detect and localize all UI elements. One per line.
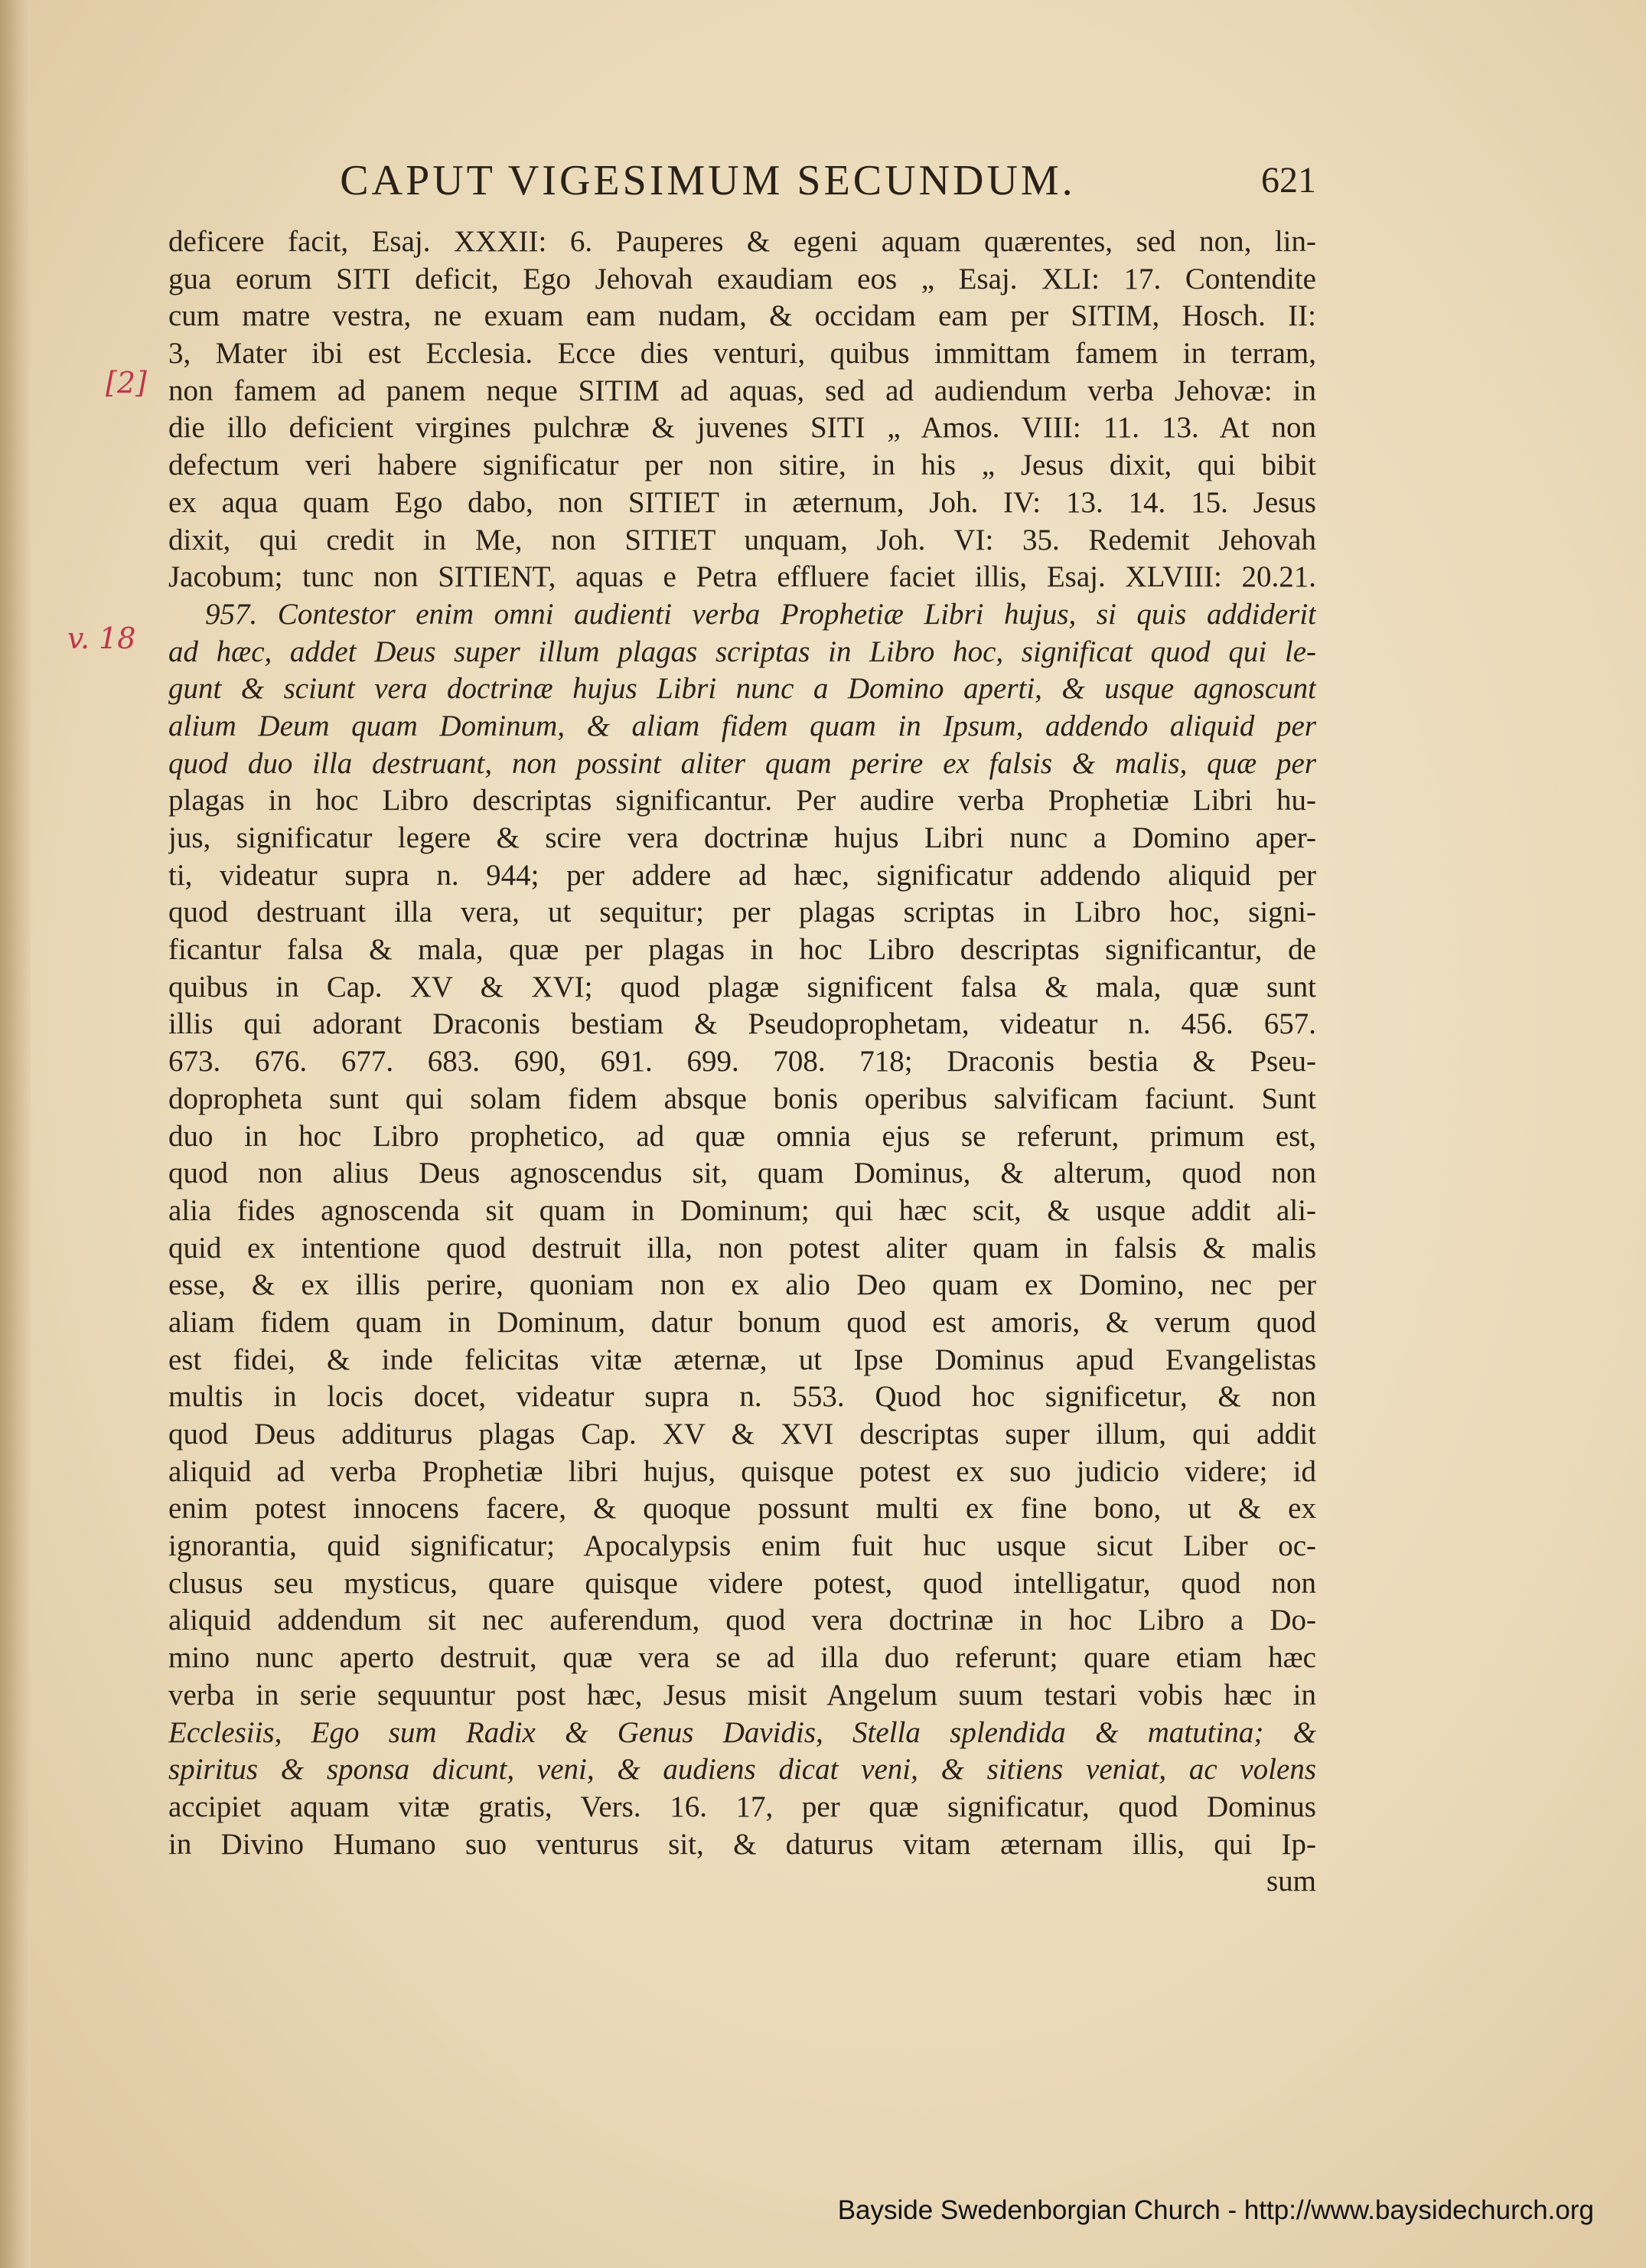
text-line: clusus seu mysticus, quare quisque videre potest, quod intelligatur, quod non <box>168 1566 1316 1600</box>
text-line: dopropheta sunt qui solam fidem absque bonis operibus salvificam faciunt. Sunt <box>168 1082 1316 1115</box>
body-text <box>168 224 1316 1901</box>
text-line: ex aqua quam Ego dabo, non SITIET in æternum, Joh. IV: 13. 14. 15. Jesus <box>168 485 1316 519</box>
text-line: ti, videatur supra n. 944; per addere ad hæc, significatur addendo aliquid per <box>168 858 1316 892</box>
text-line: gunt & sciunt vera doctrinæ hujus Libri nunc a Domino aperti, & usque agnoscunt <box>168 672 1316 706</box>
text-line: quibus in Cap. XV & XVI; quod plagæ significent falsa & mala, quæ sunt <box>168 970 1316 1003</box>
text-line: deficere facit, Esaj. XXXII: 6. Pauperes & egeni aquam quærentes, sed non, lin- <box>168 225 1316 258</box>
text-line: quod destruant illa vera, ut sequitur; per plagas scriptas in Libro hoc, signi- <box>168 896 1316 929</box>
page-number: 621 <box>1261 160 1316 201</box>
text-line: esse, & ex illis perire, quoniam non ex alio Deo quam ex Domino, nec per <box>168 1268 1316 1302</box>
text-line: quod Deus additurus plagas Cap. XV & XVI descriptas super illum, qui addit <box>168 1418 1316 1451</box>
catchword: sum <box>1266 1865 1316 1898</box>
text-line-paragraph-957: 957. Contestor enim omni audienti verba Prophetiæ Libri hujus, si quis addiderit <box>205 597 1316 631</box>
text-line: Jacobum; tunc non SITIENT, aquas e Petra effluere faciet illis, Esaj. XLVIII: 20.21. <box>168 560 1316 594</box>
text-line: ignorantia, quid significatur; Apocalypsis enim fuit huc usque sicut Liber oc- <box>168 1529 1316 1563</box>
text-line: multis in locis docet, videatur supra n. 553. Quod hoc significetur, & non <box>168 1380 1316 1414</box>
text-line: accipiet aquam vitæ gratis, Vers. 16. 17, per quæ significatur, quod Dominus <box>168 1790 1316 1823</box>
text-line: ad hæc, addet Deus super illum plagas scriptas in Libro hoc, significat quod qui le- <box>168 635 1316 668</box>
text-line: quid ex intentione quod destruit illa, non potest aliter quam in falsis & malis <box>168 1231 1316 1265</box>
text-line: defectum veri habere significatur per non sitire, in his „ Jesus dixit, qui bibit <box>168 449 1316 482</box>
text-line: quod duo illa destruant, non possint aliter quam perire ex falsis & malis, quæ per <box>168 746 1316 780</box>
text-line: cum matre vestra, ne exuam eam nudam, & occidam eam per SITIM, Hosch. II: <box>168 299 1316 333</box>
binding-gutter <box>0 0 31 2268</box>
text-line: aliquid ad verba Prophetiæ libri hujus, quisque potest ex suo judicio videre; id <box>168 1454 1316 1488</box>
text-line: illis qui adorant Draconis bestiam & Pseudoprophetam, videatur n. 456. 657. <box>168 1007 1316 1041</box>
text-line: 3, Mater ibi est Ecclesia. Ecce dies venturi, quibus immittam famem in terram, <box>168 337 1316 370</box>
text-line: spiritus & sponsa dicunt, veni, & audiens dicat veni, & sitiens veniat, ac volens <box>168 1753 1316 1787</box>
text-line: est fidei, & inde felicitas vitæ æternæ, ut Ipse Dominus apud Evangelistas <box>168 1343 1316 1376</box>
text-line: dixit, qui credit in Me, non SITIET unquam, Joh. VI: 35. Redemit Jehovah <box>168 523 1316 556</box>
text-line: quod non alius Deus agnoscendus sit, quam Dominus, & alterum, quod non <box>168 1157 1316 1190</box>
text-line: duo in hoc Libro prophetico, ad quæ omnia ejus se referunt, primum est, <box>168 1119 1316 1153</box>
text-line: alia fides agnoscenda sit quam in Dominum; qui hæc scit, & usque addit ali- <box>168 1193 1316 1227</box>
text-line: gua eorum SITI deficit, Ego Jehovah exaudiam eos „ Esaj. XLI: 17. Contendite <box>168 262 1316 295</box>
text-line: jus, significatur legere & scire vera doctrinæ hujus Libri nunc a Domino aper- <box>168 821 1316 854</box>
margin-note-verse: v. 18 <box>67 622 136 655</box>
text-line: verba in serie sequuntur post hæc, Jesus misit Angelum suum testari vobis hæc in <box>168 1678 1316 1712</box>
text-line: 673. 676. 677. 683. 690, 691. 699. 708. 718; Draconis bestia & Pseu- <box>168 1045 1316 1079</box>
text-line: alium Deum quam Dominum, & aliam fidem quam in Ipsum, addendo aliquid per <box>168 709 1316 742</box>
text-line: aliquid addendum sit nec auferendum, quod vera doctrinæ in hoc Libro a Do- <box>168 1604 1316 1637</box>
text-line: plagas in hoc Libro descriptas significantur. Per audire verba Prophetiæ Libri hu- <box>168 784 1316 817</box>
text-line: enim potest innocens facere, & quoque possunt multi ex fine bono, ut & ex <box>168 1492 1316 1526</box>
text-line: Ecclesiis, Ego sum Radix & Genus Davidis, Stella splendida & matutina; & <box>168 1715 1316 1749</box>
text-line: non famem ad panem neque SITIM ad aquas, sed ad audiendum verba Jehovæ: in <box>168 374 1316 407</box>
text-line: die illo deficient virgines pulchræ & juvenes SITI „ Amos. VIII: 11. 13. At non <box>168 411 1316 445</box>
text-line: ficantur falsa & mala, quæ per plagas in hoc Libro descriptas significantur, de <box>168 933 1316 967</box>
running-title: CAPUT VIGESIMUM SECUNDUM. <box>340 157 1076 204</box>
text-line: in Divino Humano suo venturus sit, & daturus vitam æternam illis, qui Ip- <box>168 1827 1316 1861</box>
margin-note-bracket: [2] <box>106 366 147 400</box>
page-header <box>275 150 1316 211</box>
watermark-credit: Bayside Swedenborgian Church - http://www.baysidechurch.org <box>837 2195 1594 2225</box>
text-line: aliam fidem quam in Dominum, datur bonum quod est amoris, & verum quod <box>168 1305 1316 1339</box>
text-line: mino nunc aperto destruit, quæ vera se ad illa duo referunt; quare etiam hæc <box>168 1641 1316 1675</box>
